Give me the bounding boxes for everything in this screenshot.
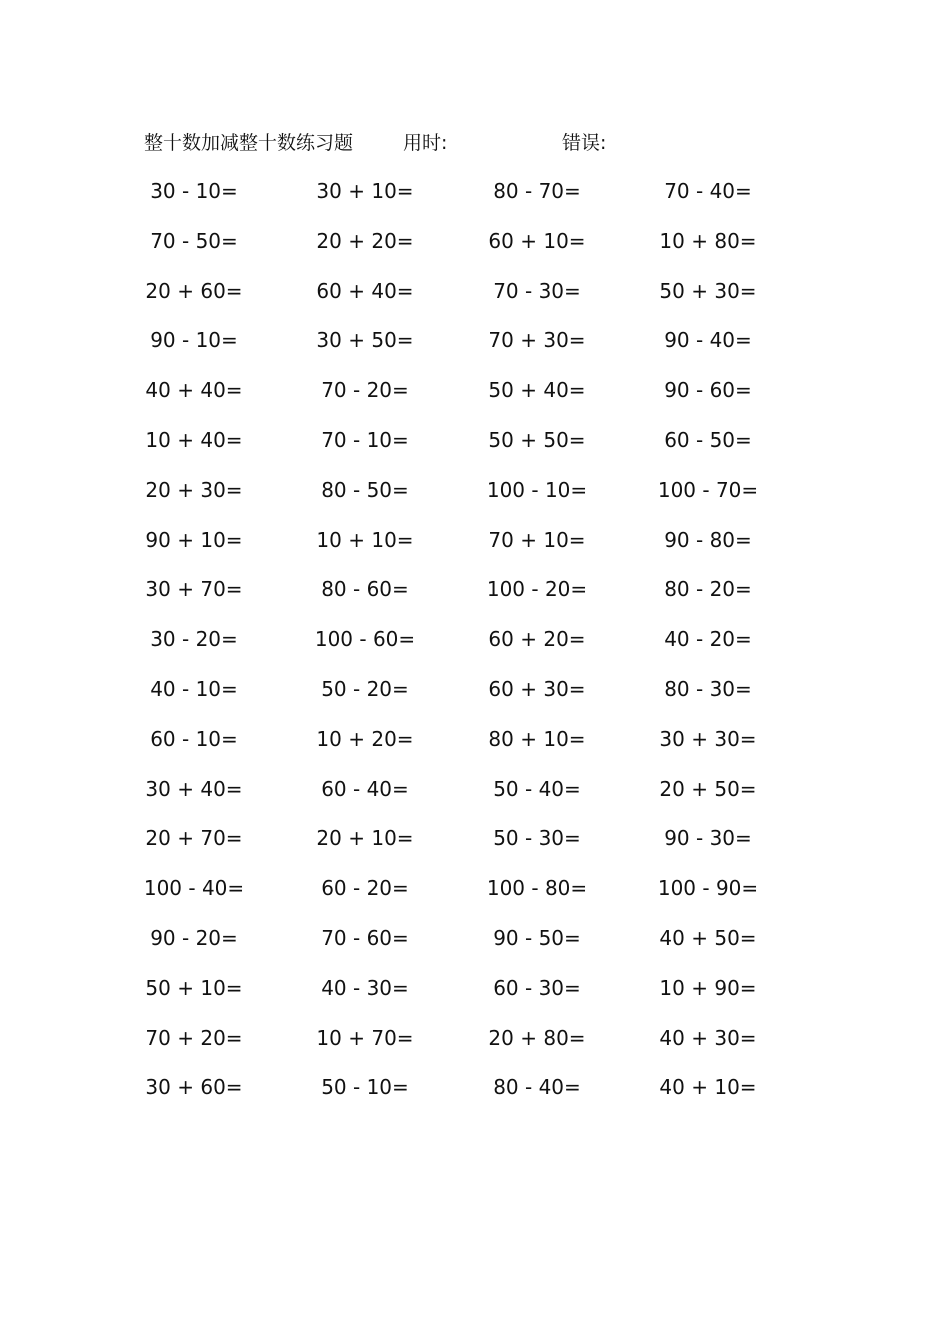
math-problem: 60 - 50= bbox=[664, 427, 752, 452]
math-problem: 70 - 50= bbox=[150, 228, 238, 253]
math-problem: 90 - 10= bbox=[150, 328, 238, 353]
problem-row bbox=[0, 475, 950, 525]
problem-row bbox=[0, 425, 950, 475]
math-problem: 90 - 40= bbox=[664, 328, 752, 353]
problem-row bbox=[0, 823, 950, 873]
math-problem: 20 + 20= bbox=[316, 228, 414, 253]
math-problem: 60 + 10= bbox=[488, 228, 586, 253]
math-problem: 20 + 50= bbox=[659, 776, 757, 801]
problem-row bbox=[0, 325, 950, 375]
math-problem: 60 - 10= bbox=[150, 726, 238, 751]
math-problem: 50 + 10= bbox=[145, 975, 243, 1000]
math-problem: 80 - 70= bbox=[493, 179, 581, 203]
math-problem: 30 + 10= bbox=[316, 179, 414, 203]
worksheet-header bbox=[0, 128, 950, 158]
math-problem: 40 + 10= bbox=[659, 1075, 757, 1100]
math-problem: 20 + 10= bbox=[316, 826, 414, 851]
math-problem: 80 - 60= bbox=[321, 577, 409, 602]
problem-row bbox=[0, 375, 950, 425]
math-problem: 100 - 90= bbox=[657, 876, 759, 901]
math-problem: 90 + 10= bbox=[145, 527, 243, 552]
math-problem: 10 + 40= bbox=[145, 427, 243, 452]
math-problem: 50 - 20= bbox=[321, 676, 409, 701]
math-problem: 70 - 10= bbox=[321, 427, 409, 452]
math-problem: 50 + 50= bbox=[488, 427, 586, 452]
math-problem: 30 - 20= bbox=[150, 627, 238, 652]
math-problem: 100 - 70= bbox=[657, 477, 759, 502]
math-problem: 40 + 40= bbox=[145, 378, 243, 403]
math-problem: 80 + 10= bbox=[488, 726, 586, 751]
math-problem: 80 - 40= bbox=[493, 1075, 581, 1100]
math-problem: 80 - 50= bbox=[321, 477, 409, 502]
math-problem: 70 + 10= bbox=[488, 527, 586, 552]
problem-row bbox=[0, 176, 950, 226]
math-problem: 60 - 20= bbox=[321, 876, 409, 901]
math-problem: 60 + 20= bbox=[488, 627, 586, 652]
math-problem: 70 - 60= bbox=[321, 925, 409, 950]
problem-row bbox=[0, 923, 950, 973]
math-problem: 100 - 80= bbox=[486, 876, 588, 901]
math-problem: 90 - 30= bbox=[664, 826, 752, 851]
math-problem: 50 + 30= bbox=[659, 278, 757, 303]
math-problem: 30 + 30= bbox=[659, 726, 757, 751]
math-problem: 20 + 60= bbox=[145, 278, 243, 303]
math-problem: 80 - 30= bbox=[664, 676, 752, 701]
math-problem: 20 + 70= bbox=[145, 826, 243, 851]
math-problem: 40 + 50= bbox=[659, 925, 757, 950]
problem-row bbox=[0, 724, 950, 774]
worksheet-title: 整十数加减整十数练习题 bbox=[144, 132, 354, 154]
errors-label: 错误: bbox=[562, 132, 607, 154]
math-problem: 100 - 40= bbox=[143, 876, 245, 901]
math-problem: 50 + 40= bbox=[488, 378, 586, 403]
math-problem: 50 - 30= bbox=[493, 826, 581, 851]
problem-row bbox=[0, 774, 950, 824]
math-problem: 100 - 20= bbox=[486, 577, 588, 602]
math-problem: 90 - 80= bbox=[664, 527, 752, 552]
math-problem: 60 - 40= bbox=[321, 776, 409, 801]
math-problem: 40 - 10= bbox=[150, 676, 238, 701]
math-problem: 100 - 10= bbox=[486, 477, 588, 502]
problem-row bbox=[0, 873, 950, 923]
math-problem: 20 + 80= bbox=[488, 1025, 586, 1050]
math-problem: 10 + 80= bbox=[659, 228, 757, 253]
problem-row bbox=[0, 1023, 950, 1073]
math-problem: 80 - 20= bbox=[664, 577, 752, 602]
time-used-label: 用时: bbox=[403, 132, 448, 154]
math-problem: 100 - 60= bbox=[314, 627, 416, 652]
math-problem: 70 + 20= bbox=[145, 1025, 243, 1050]
math-problem: 10 + 70= bbox=[316, 1025, 414, 1050]
math-problem: 60 + 30= bbox=[488, 676, 586, 701]
math-problem: 90 - 20= bbox=[150, 925, 238, 950]
math-problem: 20 + 30= bbox=[145, 477, 243, 502]
problem-row bbox=[0, 674, 950, 724]
math-problem: 60 - 30= bbox=[493, 975, 581, 1000]
math-problem: 60 + 40= bbox=[316, 278, 414, 303]
math-problem: 10 + 10= bbox=[316, 527, 414, 552]
math-problem: 70 - 20= bbox=[321, 378, 409, 403]
math-problem: 40 + 30= bbox=[659, 1025, 757, 1050]
math-problem: 30 + 40= bbox=[145, 776, 243, 801]
math-problem: 50 - 40= bbox=[493, 776, 581, 801]
math-problem: 50 - 10= bbox=[321, 1075, 409, 1100]
math-problem: 70 - 40= bbox=[664, 179, 752, 203]
problem-row bbox=[0, 226, 950, 276]
math-problem: 70 + 30= bbox=[488, 328, 586, 353]
math-problem: 70 - 30= bbox=[493, 278, 581, 303]
math-problem: 40 - 20= bbox=[664, 627, 752, 652]
problem-row bbox=[0, 525, 950, 575]
math-problem: 30 + 70= bbox=[145, 577, 243, 602]
problem-row bbox=[0, 276, 950, 326]
math-problem: 40 - 30= bbox=[321, 975, 409, 1000]
math-problem: 30 - 10= bbox=[150, 179, 238, 203]
problem-row bbox=[0, 574, 950, 624]
math-problem: 10 + 20= bbox=[316, 726, 414, 751]
problem-row bbox=[0, 973, 950, 1023]
math-problem: 10 + 90= bbox=[659, 975, 757, 1000]
math-problem: 30 + 60= bbox=[145, 1075, 243, 1100]
problem-row bbox=[0, 624, 950, 674]
problem-row bbox=[0, 1072, 950, 1122]
math-problem: 90 - 50= bbox=[493, 925, 581, 950]
math-problem: 30 + 50= bbox=[316, 328, 414, 353]
problem-grid bbox=[0, 176, 950, 1122]
math-problem: 90 - 60= bbox=[664, 378, 752, 403]
